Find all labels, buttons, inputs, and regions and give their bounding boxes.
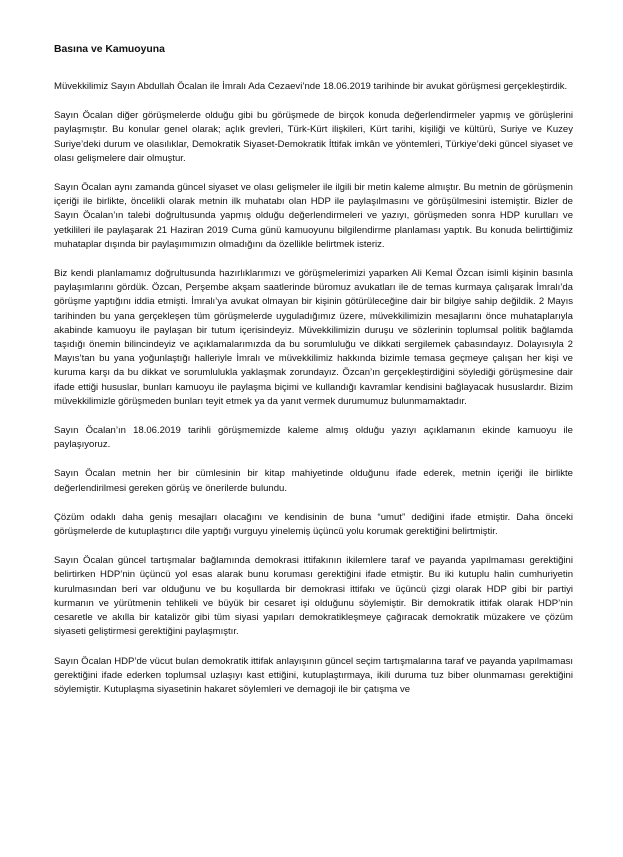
paragraph: Sayın Öcalan güncel tartışmalar bağlamında demokrasi ittifakının ikilemlere taraf ve payanda yapılmaması gerektiğini belirtirken HDP’nin üçüncü yol esas alarak bunu koruması gerektiğini ifade etmiştir. Bu iki kutuplu halin cumhuriyetin kurulmasından beri var olduğunu ve bu koşullarda bir demokrasi ittifakı ve üçüncü çizgi olarak HDP gibi bir partiyi kurmanın ve yürütmenin tehlikeli ve büyük bir cesaret işi olduğunu söylemiştir. Bir demokratik ittifak olarak HDP’nin cesaretle ve akılla bir katalizör gibi tüm siyasi yapıları demokratikleşmeye çağıracak demokratik müzakere ve çözüm siyaseti geliştirmesi gerektiğini paylaşmıştır. (54, 555, 573, 638)
paragraph: Sayın Öcalan aynı zamanda güncel siyaset ve olası gelişmeler ile ilgili bir metin kaleme almıştır. Bu metnin de görüşmenin içeriği ile birlikte, öncelikli olarak metnin ilk muhatabı olan HDP ile paylaşılmasını ve görüşülmesini istemiştir. Bizler de Sayın Öcalan’ın talebi doğrultusunda yapmış olduğu değerlendirmeleri ve yazıyı, görüşmeden sonra HDP kurulları ve yetkilileri ile paylaşarak 21 Haziran 2019 Cuma günü kamuoyunu bilgilendirme planlaması yaptık. Bu konuda belirttiğimiz muhataplar dışında bir paylaşımımızın olmadığını da özellikle belirtmek isteriz. (54, 182, 573, 250)
paragraph: Çözüm odaklı daha geniş mesajları olacağını ve kendisinin de buna “umut” dediğini ifade etmiştir. Daha önceki görüşmelerde de kutuplaştırıcı dile yaptığı vurguyu yinelemiş üçüncü yolu korumak gerektiğini belirtmiştir. (54, 511, 573, 538)
document-title: Basına ve Kamuoyuna (54, 44, 165, 55)
paragraph: Sayın Öcalan diğer görüşmelerde olduğu gibi bu görüşmede de birçok konuda değerlendirmeler yapmış ve görüşlerini paylaşmıştır. Bu konular genel olarak; açlık grevleri, Türk-Kürt ilişkileri, Kürt tarihi, kişiliği ve kültürü, Suriye ve Kuzey Suriye’deki durum ve olasılıklar, Demokratik Siyaset-Demokratik İttifak imkân ve yöntemleri, Türkiye’deki güncel siyaset ve olası gelişmelere dair olmuştur. (54, 110, 573, 164)
paragraph: Müvekkilimiz Sayın Abdullah Öcalan ile İmralı Ada Cezaevi’nde 18.06.2019 tarihinde bir avukat görüşmesi gerçekleştirdik. (54, 81, 568, 92)
paragraph: Biz kendi planlamamız doğrultusunda hazırlıklarımızı ve görüşmelerimizi yaparken Ali Kemal Özcan isimli kişinin basınla paylaşımlarını gördük. Özcan, Perşembe akşam saatlerinde büromuz avukatları ile de temas kurmaya çalışarak İmralı’da görüşme yaptığını iddia etmişti. İmralı’ya avukat olmayan bir kişinin götürüleceğine dair bir bilgiye sahip değildik. 2 Mayıs tarihinden bu yana gerçekleşen tüm görüşmelerde uyguladığımız üzere, müvekkilimizin mesajlarını önce muhataplarıyla akabinde kamuoyu ile paylaşan bir tutum içerisindeyiz. Müvekkilimizin duruşu ve sözlerinin toplumsal politik bağlamda taşıdığı önemin bilincindeyiz ve açıklamalarımızda da bu sorumluluğu ve dikkati sergilemek çabasındayız. Dolayısıyla 2 Mayıs’tan bu yana yoğunlaştığı halleriyle İmralı ve müvekkilimiz hakkında bizimle temasa geçmeye çalışan her kişi ve kuruma karşı da bu dikkat ve sorumlulukla yaklaşmak zorundayız. Özcan’ın gerçekleştirdiğini söylediği görüşmesine dair ifade ettiği hususlar, bunları kamuoyu ile paylaşma biçimi ve kullandığı kavramlar kendisini bağlayacak hususlardır. Bizim müvekkilimizle görüşmeden bunları teyit etmek ya da yanıt vermek durumumuz bulunmamaktadır. (54, 268, 573, 407)
paragraph: Sayın Öcalan’ın 18.06.2019 tarihli görüşmemizde kaleme almış olduğu yazıyı açıklamanın ekinde kamuoyu ile paylaşıyoruz. (54, 425, 573, 451)
paragraph: Sayın Öcalan HDP’de vücut bulan demokratik ittifak anlayışının güncel seçim tartışmalarına taraf ve payanda yapılmaması gerektiğini ifade ederken toplumsal uzlaşıyı kast ettiğini, kutuplaştırmaya, ikili duruma tuz biber olunmaması gerektiğini söylemiştir. Kutuplaşma siyasetinin hakaret söylemleri ve demagoji ile bir çatışma ve (54, 655, 573, 695)
paragraph: Sayın Öcalan metnin her bir cümlesinin bir kitap mahiyetinde olduğunu ifade ederek, metnin içeriği ile birlikte değerlendirilmesi gereken görüş ve önerilerde bulundu. (54, 468, 573, 494)
